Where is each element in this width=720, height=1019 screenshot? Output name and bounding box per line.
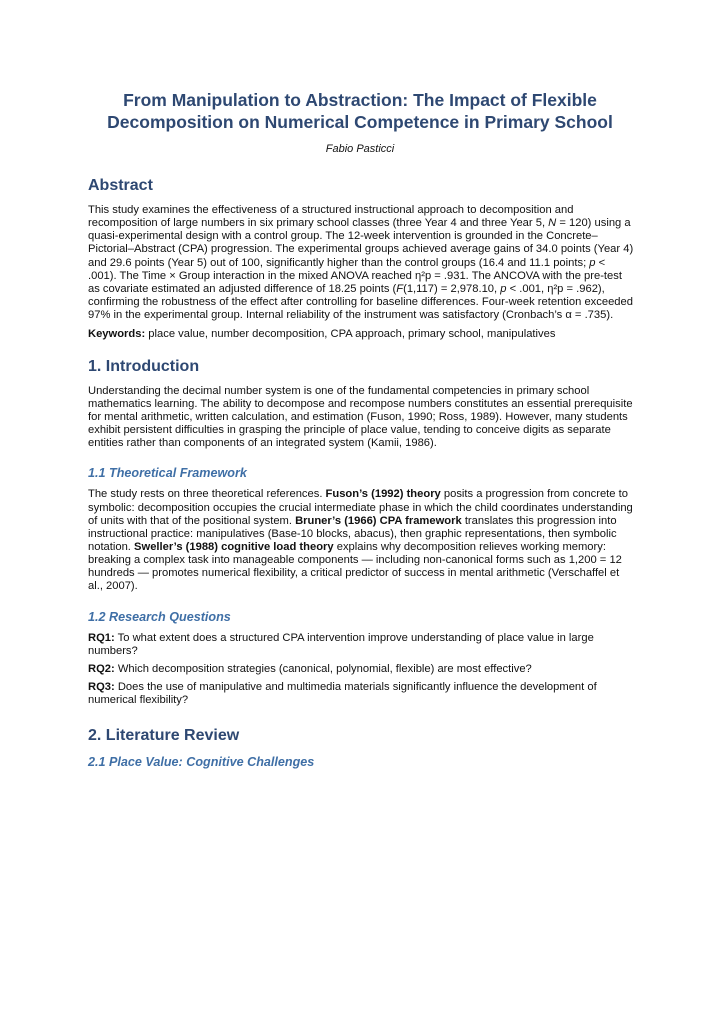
introduction-heading: 1. Introduction (88, 357, 200, 375)
abstract-heading: Abstract (88, 177, 153, 194)
keywords-label: Keywords: (88, 328, 146, 341)
keywords (88, 328, 636, 341)
research-question (88, 681, 636, 707)
introduction-text: Understanding the decimal number system is one of the fundamental competencies in primary school mathematics learning. The ability to decompose and recompose numbers constitutes an essential prerequisite for mental arithmetic, written calculation, and estimation (Fuson, 1990; Ross, 1989). However, many students exhibit persistent difficulties in grasping the principle of place value, tending to conceive digits as separate entities rather than components of an integrated system (Kamii, 1986). (88, 384, 633, 450)
rq-label: RQ2: (88, 662, 115, 675)
abstract-text-part: This study examines the effectiveness of a structured instructional approach to decomposition and recomposition of large numbers in six primary school classes (three Year 4 and three Year 5, (88, 204, 574, 230)
place-value-heading: 2.1 Place Value: Cognitive Challenges (88, 755, 315, 770)
framework-text-part: explains why decomposition relieves working memory: breaking a complex task into manageable components — including non-canonical forms such as 1,200 = 12 hundreds — promotes numerical flexibility, a critical predictor of success in mental arithmetic (Verschaffel et al., 2007). (88, 540, 622, 593)
framework-heading: 1.1 Theoretical Framework (88, 466, 247, 481)
research-question (88, 632, 636, 658)
rq-label: RQ3: (88, 681, 115, 694)
author-name: Fabio Pasticci (325, 143, 395, 155)
abstract-text-part: < .001, η²p = .962), confirming the robustness of the effect after controlling for baseline differences. Four-week retention exceeded 97% in the experimental group. Internal reliability of the instrument was satisfactory (Cronbach’s α = .735). (88, 282, 633, 322)
sweller-theory: Sweller’s (1988) cognitive load theory (134, 540, 334, 553)
abstract-text-part: < .001). The Time × Group interaction in the mixed ANOVA reached η²p = .931. The ANCOVA with the pre-test as covariate estimated an adjusted difference of 18.25 points ( (88, 256, 622, 295)
abstract-p-symbol: p (500, 282, 507, 295)
abstract-n-symbol: N (548, 217, 557, 230)
research-question (88, 663, 636, 676)
abstract-p-symbol: p (589, 256, 596, 269)
rq-text: Which decomposition strategies (canonical, polynomial, flexible) are most effective? (114, 662, 532, 675)
framework-text-part: posits a progression from concrete to symbolic: decomposition occupies the crucial intermediate phase in which the child coordinates understanding of units with that of the positional system. (88, 488, 633, 527)
abstract-text-part: (1,117) = 2,978.10, (403, 282, 501, 295)
abstract-f-symbol: F (396, 282, 404, 295)
framework-text-part: The study rests on three theoretical references. (88, 488, 326, 501)
keywords-list: place value, number decomposition, CPA approach, primary school, manipulatives (145, 328, 556, 341)
bruner-framework: Bruner’s (1966) CPA framework (295, 514, 462, 527)
abstract-text-part: = 120) using a quasi-experimental design with a control group. The 12-week intervention is grounded in the Concrete–Pictorial–Abstract (CPA) progression. The experimental groups achieved average gains of 34.0 points (Year 4) and 29.6 points (Year 5) out of 100, significantly higher than the control groups (16.4 and 11.1 points; (88, 217, 634, 269)
abstract-text (88, 204, 636, 322)
literature-review-heading: 2. Literature Review (88, 727, 240, 745)
fuson-theory: Fuson’s (1992) theory (325, 488, 441, 501)
paper-title: From Manipulation to Abstraction: The Impact of Flexible Decomposition on Numerical Competence in Primary School (107, 90, 613, 132)
framework-text (88, 488, 636, 593)
rq-text: Does the use of manipulative and multimedia materials significantly influence the development of numerical flexibility? (88, 681, 597, 707)
research-questions-heading: 1.2 Research Questions (88, 609, 231, 624)
paper-body (88, 176, 636, 777)
rq-label: RQ1: (88, 631, 115, 644)
framework-text-part: translates this progression into instructional practice: manipulatives (Base-10 blocks, abacus), then graphic representations, then symbolic notation. (88, 514, 617, 553)
rq-text: To what extent does a structured CPA intervention improve understanding of place value in large numbers? (88, 631, 594, 657)
